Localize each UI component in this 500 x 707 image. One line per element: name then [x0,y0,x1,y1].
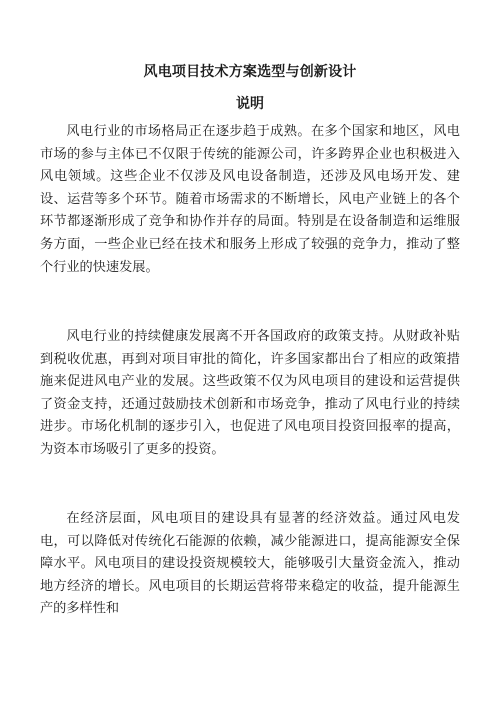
document-title: 风电项目技术方案选型与创新设计 [143,64,357,80]
body-paragraph: 风电行业的市场格局正在逐步趋于成熟。在多个国家和地区，风电市场的参与主体已不仅限于传统的能源公司，许多跨界企业也积极进入风电领域。这些企业不仅涉及风电设备制造，还涉及风电场开发、建设、运营等多个环节。随着市场需求的不断增长，风电产业链上的各个环节都逐渐形成了竞争和协作并存的局面。特别是在设备制造和运维服务方面，一些企业已经在技术和服务上形成了较强的竞争力，推动了整个行业的快速发展。 [40,124,460,275]
section-heading: 说明 [236,96,264,112]
body-paragraph: 风电行业的持续健康发展离不开各国政府的政策支持。从财政补贴到税收优惠，再到对项目审批的简化，许多国家都出台了相应的政策措施来促进风电产业的发展。这些政策不仅为风电项目的建设和运营提供了资金支持，还通过鼓励技术创新和市场竞争，推动了风电行业的持续进步。市场化机制的逐步引入，也促进了风电项目投资回报率的提高，为资本市场吸引了更多的投资。 [40,329,460,457]
body-paragraph: 在经济层面，风电项目的建设具有显著的经济效益。通过风电发电，可以降低对传统化石能源的依赖，减少能源进口，提高能源安全保障水平。风电项目的建设投资规模较大，能够吸引大量资金流入，推动地方经济的增长。风电项目的长期运营将带来稳定的收益，提升能源生产的多样性和 [40,511,460,617]
